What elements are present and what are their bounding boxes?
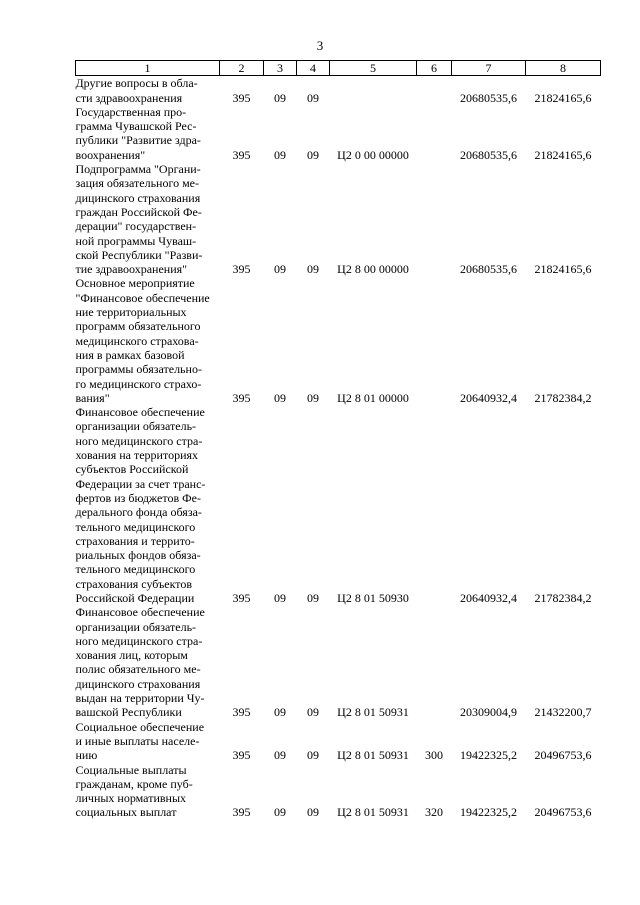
description-line: ние территориальных bbox=[75, 305, 187, 320]
cell-amount-year2: 21824165,6 bbox=[534, 147, 592, 162]
cell-expense-type bbox=[417, 276, 452, 405]
description-line: ного медицинского стра- bbox=[75, 633, 203, 648]
cell-section: 09 bbox=[274, 147, 286, 162]
description-line: тие здравоохранения" bbox=[75, 262, 188, 277]
description-line: публики "Развитие здра- bbox=[75, 133, 201, 148]
cell-amount-year1: 20680535,6 bbox=[460, 262, 517, 277]
cell-admin-code: 395 bbox=[232, 705, 251, 720]
cell-target-article: Ц2 0 00 00000 bbox=[337, 147, 409, 162]
description-line: ного медицинского стра- bbox=[75, 433, 203, 448]
row-description bbox=[76, 405, 220, 605]
cell-admin-code: 395 bbox=[232, 748, 251, 763]
cell-amount-year2: 21782384,2 bbox=[534, 390, 592, 405]
cell-expense-type: 320 bbox=[425, 805, 443, 820]
cell-section: 09 bbox=[274, 805, 286, 820]
table-row bbox=[76, 763, 601, 820]
cell-section: 09 bbox=[274, 262, 286, 277]
description-line: фертов из бюджетов Фе- bbox=[75, 490, 201, 505]
description-line: Подпрограмма "Органи- bbox=[75, 162, 201, 177]
description-line: Социальное обеспечение bbox=[75, 719, 205, 734]
description-line: воохранения" bbox=[75, 147, 146, 162]
cell-amount-year1: 20640932,4 bbox=[460, 590, 517, 605]
table-header-row bbox=[76, 61, 601, 76]
table-row bbox=[76, 720, 601, 763]
cell-subsection: 09 bbox=[307, 590, 319, 605]
column-header: 3 bbox=[264, 61, 297, 76]
cell-section: 09 bbox=[274, 748, 286, 763]
description-line: организации обязатель- bbox=[75, 419, 197, 434]
cell-admin-code: 395 bbox=[232, 805, 251, 820]
description-line: личных нормативных bbox=[75, 791, 187, 806]
description-line: Другие вопросы в обла- bbox=[75, 76, 198, 91]
column-header: 1 bbox=[76, 61, 220, 76]
description-line: гражданам, кроме пуб- bbox=[75, 776, 193, 791]
table-body bbox=[76, 76, 601, 820]
row-description bbox=[76, 605, 220, 719]
column-header: 7 bbox=[452, 61, 526, 76]
cell-admin-code: 395 bbox=[232, 390, 251, 405]
table-row bbox=[76, 405, 601, 605]
table-row bbox=[76, 76, 601, 105]
cell-amount-year2: 21782384,2 bbox=[534, 590, 592, 605]
description-line: грамма Чувашской Рес- bbox=[75, 119, 197, 134]
description-line: программ обязательного bbox=[75, 319, 201, 334]
cell-amount-year1: 20309004,9 bbox=[460, 705, 517, 720]
description-line: тельного медицинского bbox=[75, 562, 196, 577]
cell-expense-type bbox=[417, 605, 452, 719]
description-line: хования на территориях bbox=[75, 448, 199, 463]
description-line: страхования и террито- bbox=[75, 533, 195, 548]
column-header: 4 bbox=[297, 61, 330, 76]
description-line: граждан Российской Фе- bbox=[75, 204, 202, 219]
row-description bbox=[76, 76, 220, 105]
table-row bbox=[76, 105, 601, 162]
description-line: медицинского страхова- bbox=[75, 333, 199, 348]
cell-amount-year2: 20496753,6 bbox=[534, 748, 592, 763]
cell-section: 09 bbox=[274, 590, 286, 605]
description-line: Финансовое обеспечение bbox=[75, 605, 205, 620]
table-row bbox=[76, 162, 601, 276]
description-line: зация обязательного ме- bbox=[75, 176, 200, 191]
description-line: ния в рамках базовой bbox=[75, 347, 185, 362]
description-line: социальных выплат bbox=[75, 805, 177, 820]
description-line: полис обязательного ме- bbox=[75, 662, 201, 677]
description-line: тельного медицинского bbox=[75, 519, 196, 534]
row-description bbox=[76, 720, 220, 763]
cell-target-article: Ц2 8 01 50931 bbox=[337, 705, 409, 720]
cell-amount-year2: 21824165,6 bbox=[534, 262, 592, 277]
cell-target-article bbox=[330, 76, 417, 105]
description-line: Государственная про- bbox=[75, 104, 187, 119]
description-line: Социальные выплаты bbox=[75, 762, 187, 777]
cell-section: 09 bbox=[274, 90, 286, 105]
cell-section: 09 bbox=[274, 390, 286, 405]
cell-amount-year2: 21824165,6 bbox=[534, 90, 592, 105]
cell-amount-year1: 20680535,6 bbox=[460, 147, 517, 162]
cell-subsection: 09 bbox=[307, 805, 319, 820]
cell-subsection: 09 bbox=[307, 705, 319, 720]
description-line: и иные выплаты населе- bbox=[75, 733, 200, 748]
cell-target-article: Ц2 8 01 50931 bbox=[337, 805, 409, 820]
cell-subsection: 09 bbox=[307, 390, 319, 405]
description-line: Федерации за счет транс- bbox=[75, 476, 206, 491]
row-description bbox=[76, 276, 220, 405]
cell-target-article: Ц2 8 01 00000 bbox=[337, 390, 409, 405]
description-line: нию bbox=[75, 748, 98, 763]
cell-subsection: 09 bbox=[307, 262, 319, 277]
description-line: Финансовое обеспечение bbox=[75, 405, 205, 420]
cell-target-article: Ц2 8 01 50930 bbox=[337, 590, 409, 605]
column-header: 8 bbox=[526, 61, 601, 76]
column-header: 2 bbox=[220, 61, 264, 76]
row-description bbox=[76, 105, 220, 162]
cell-amount-year1: 20680535,6 bbox=[460, 90, 517, 105]
description-line: Российской Федерации bbox=[75, 590, 195, 605]
table-row bbox=[76, 276, 601, 405]
description-line: ной программы Чуваш- bbox=[75, 233, 197, 248]
cell-admin-code: 395 bbox=[232, 262, 251, 277]
cell-amount-year1: 20640932,4 bbox=[460, 390, 517, 405]
cell-expense-type bbox=[417, 76, 452, 105]
cell-amount-year2: 20496753,6 bbox=[534, 805, 592, 820]
description-line: дицинского страхования bbox=[75, 676, 201, 691]
description-line: дицинского страхования bbox=[75, 190, 201, 205]
cell-subsection: 09 bbox=[307, 147, 319, 162]
description-line: Основное мероприятие bbox=[75, 276, 195, 291]
table-row bbox=[76, 605, 601, 719]
cell-admin-code: 395 bbox=[232, 590, 251, 605]
description-line: "Финансовое обеспечение bbox=[75, 290, 210, 305]
description-line: страхования субъектов bbox=[75, 576, 193, 591]
cell-target-article: Ц2 8 00 00000 bbox=[337, 262, 409, 277]
cell-admin-code: 395 bbox=[232, 90, 251, 105]
description-line: вашской Республики bbox=[75, 705, 182, 720]
description-line: хования лиц, которым bbox=[75, 648, 188, 663]
cell-expense-type bbox=[417, 405, 452, 605]
description-line: программы обязательно- bbox=[75, 362, 202, 377]
cell-expense-type: 300 bbox=[425, 748, 443, 763]
description-line: риальных фондов обяза- bbox=[75, 548, 201, 563]
page-number: 3 bbox=[316, 38, 324, 53]
description-line: вания" bbox=[75, 390, 110, 405]
description-line: сти здравоохранения bbox=[75, 90, 183, 105]
cell-amount-year2: 21432200,7 bbox=[534, 705, 592, 720]
description-line: субъектов Российской bbox=[75, 462, 189, 477]
cell-target-article: Ц2 8 01 50931 bbox=[337, 748, 409, 763]
description-line: дерации" государствен- bbox=[75, 219, 197, 234]
description-line: дерального фонда обяза- bbox=[75, 505, 202, 520]
cell-subsection: 09 bbox=[307, 90, 319, 105]
cell-admin-code: 395 bbox=[232, 147, 251, 162]
cell-subsection: 09 bbox=[307, 748, 319, 763]
row-description bbox=[76, 763, 220, 820]
description-line: ской Республики "Разви- bbox=[75, 247, 203, 262]
cell-expense-type bbox=[417, 105, 452, 162]
cell-section: 09 bbox=[274, 705, 286, 720]
description-line: организации обязатель- bbox=[75, 619, 197, 634]
description-line: выдан на территории Чу- bbox=[75, 691, 205, 706]
description-line: го медицинского страхо- bbox=[75, 376, 202, 391]
column-header: 6 bbox=[417, 61, 452, 76]
cell-amount-year1: 19422325,2 bbox=[460, 748, 517, 763]
budget-table bbox=[75, 60, 601, 820]
column-header: 5 bbox=[330, 61, 417, 76]
cell-expense-type bbox=[417, 162, 452, 276]
row-description bbox=[76, 162, 220, 276]
cell-amount-year1: 19422325,2 bbox=[460, 805, 517, 820]
